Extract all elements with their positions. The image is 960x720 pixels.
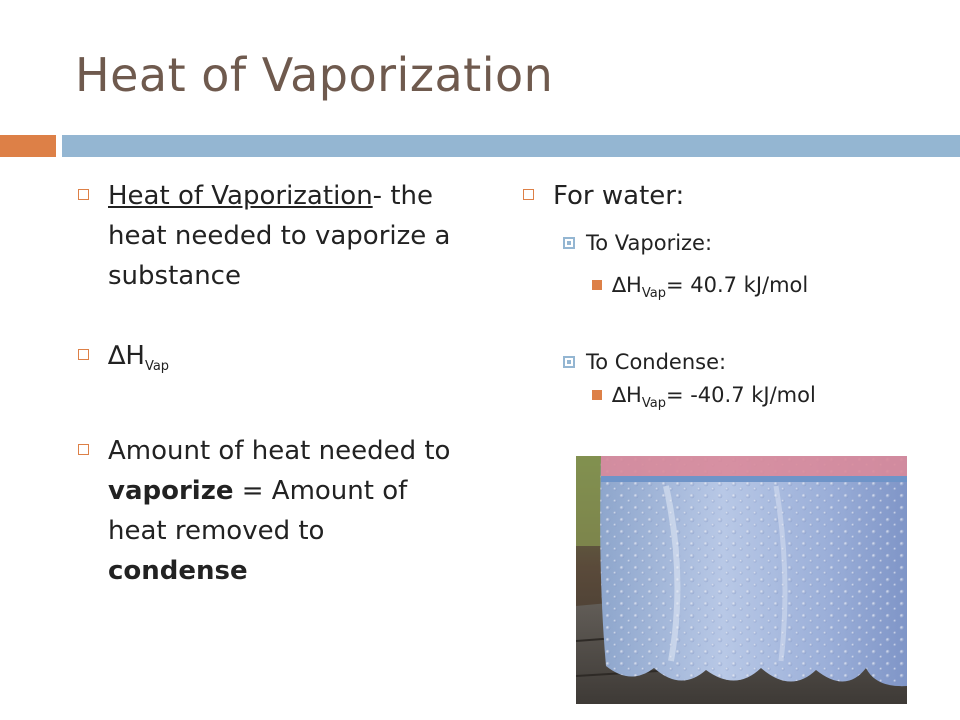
to-vaporize-label: To Vaporize: [586, 231, 713, 255]
definition-text: the heat needed to vaporize a substance [108, 181, 451, 291]
square-bullet-icon [78, 444, 89, 455]
bullet-to-vaporize [520, 228, 940, 258]
bullet-to-condense [520, 347, 940, 377]
condense-vap-subscript: Vap [641, 396, 666, 412]
bullet-definition [75, 176, 470, 296]
bullet-amount-of-heat [75, 431, 470, 591]
right-column [520, 176, 940, 419]
amount-text-2: = Amount of heat removed to [108, 476, 408, 547]
term-dash: - [372, 181, 383, 211]
bullet-vaporize-value [520, 270, 940, 309]
bullet-for-water [520, 176, 940, 216]
nested-square-bullet-icon [563, 237, 575, 249]
bullet-condense-value [520, 380, 940, 419]
delta-h-symbol: ∆H [108, 341, 145, 371]
vap-subscript: Vap [144, 359, 170, 375]
accent-bar-blue [62, 135, 960, 157]
slide-title: Heat of Vaporization [75, 48, 554, 102]
filled-square-bullet-icon [592, 390, 602, 400]
to-condense-label: To Condense: [586, 350, 727, 375]
vaporize-word: vaporize [108, 476, 234, 507]
term-heat-of-vaporization: Heat of Vaporization [108, 181, 373, 211]
condense-delta-h: ∆H [612, 383, 642, 408]
for-water-heading: For water: [553, 181, 685, 211]
condense-word: condense [108, 556, 248, 587]
vaporize-delta-h: ∆H [612, 273, 642, 297]
vaporize-value: = 40.7 kJ/mol [665, 273, 809, 297]
square-bullet-icon [523, 189, 534, 200]
amount-text-1: Amount of heat needed to [108, 436, 451, 467]
accent-bar-orange [0, 135, 56, 157]
bullet-delta-h-vap [75, 336, 470, 387]
vaporize-vap-subscript: Vap [641, 286, 666, 302]
square-bullet-icon [78, 189, 89, 200]
condensation-bottle-photo [576, 456, 907, 704]
square-bullet-icon [78, 349, 89, 360]
filled-square-bullet-icon [592, 280, 602, 290]
condense-value: = -40.7 kJ/mol [665, 383, 816, 408]
nested-square-bullet-icon [563, 356, 575, 368]
left-column [75, 176, 470, 591]
